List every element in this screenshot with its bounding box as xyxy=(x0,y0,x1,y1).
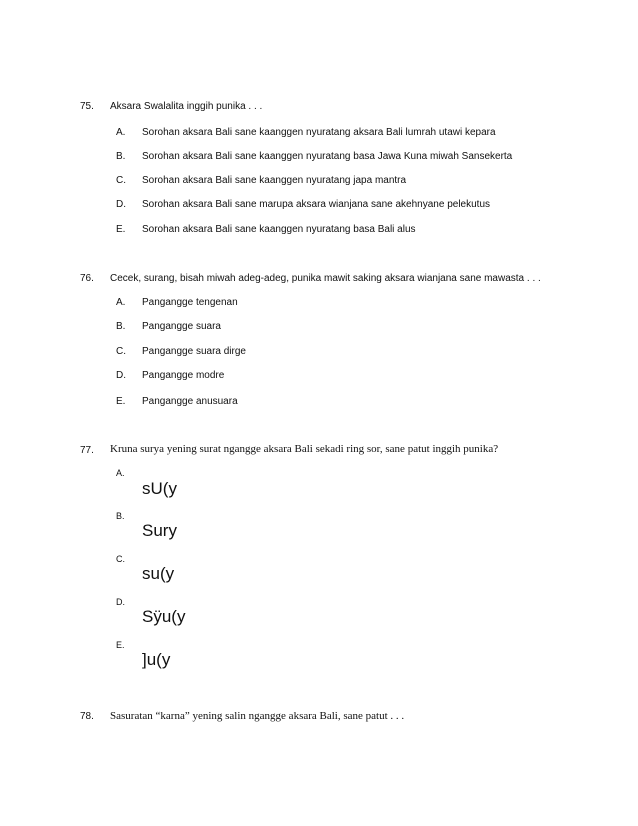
question-stem: Cecek, surang, bisah miwah adeg-adeg, punika mawit saking aksara wianjana sane mawasta . . . xyxy=(110,273,541,284)
question-number: 75. xyxy=(80,101,94,112)
option-text: Pangangge tengenan xyxy=(142,297,238,308)
option-text: ]u(y xyxy=(142,650,171,669)
question-stem: Sasuratan “karna” yening salin ngangge aksara Bali, sane patut . . . xyxy=(110,710,405,722)
option-text: sU(y xyxy=(142,479,177,498)
question-number: 76. xyxy=(80,273,94,284)
question-number: 77. xyxy=(80,445,94,456)
option-letter: C. xyxy=(116,175,126,186)
option-letter: C. xyxy=(116,554,125,564)
option-letter: A. xyxy=(116,468,125,478)
option-letter: A. xyxy=(116,127,126,138)
option-letter: C. xyxy=(116,346,126,357)
question-stem: Aksara Swalalita inggih punika . . . xyxy=(110,101,263,112)
option-letter: D. xyxy=(116,199,126,210)
option-letter: D. xyxy=(116,597,125,607)
option-text: Sorohan aksara Bali sane kaanggen nyuratang basa Bali alus xyxy=(142,224,416,235)
option-text: Pangangge anusuara xyxy=(142,396,238,407)
question-stem: Kruna surya yening surat ngangge aksara Bali sekadi ring sor, sane patut inggih punika? xyxy=(110,443,499,455)
option-text: Sorohan aksara Bali sane marupa aksara wianjana sane akehnyane pelekutus xyxy=(142,199,491,210)
option-letter: A. xyxy=(116,297,126,308)
option-text: Sÿu(y xyxy=(142,607,186,626)
option-text: Sury xyxy=(142,521,177,540)
option-text: Pangangge suara dirge xyxy=(142,346,246,357)
option-letter: B. xyxy=(116,151,126,162)
option-text: Sorohan aksara Bali sane kaanggen nyuratang aksara Bali lumrah utawi kepara xyxy=(142,127,496,138)
option-text: Pangangge suara xyxy=(142,321,221,332)
option-text: su(y xyxy=(142,564,175,583)
option-letter: D. xyxy=(116,370,126,381)
option-letter: E. xyxy=(116,224,126,235)
option-text: Sorohan aksara Bali sane kaanggen nyuratang japa mantra xyxy=(142,175,407,186)
option-letter: B. xyxy=(116,511,125,521)
option-text: Sorohan aksara Bali sane kaanggen nyuratang basa Jawa Kuna miwah Sansekerta xyxy=(142,151,513,162)
option-letter: B. xyxy=(116,321,126,332)
question-number: 78. xyxy=(80,711,94,722)
option-letter: E. xyxy=(116,396,126,407)
option-letter: E. xyxy=(116,640,125,650)
option-text: Pangangge modre xyxy=(142,370,225,381)
